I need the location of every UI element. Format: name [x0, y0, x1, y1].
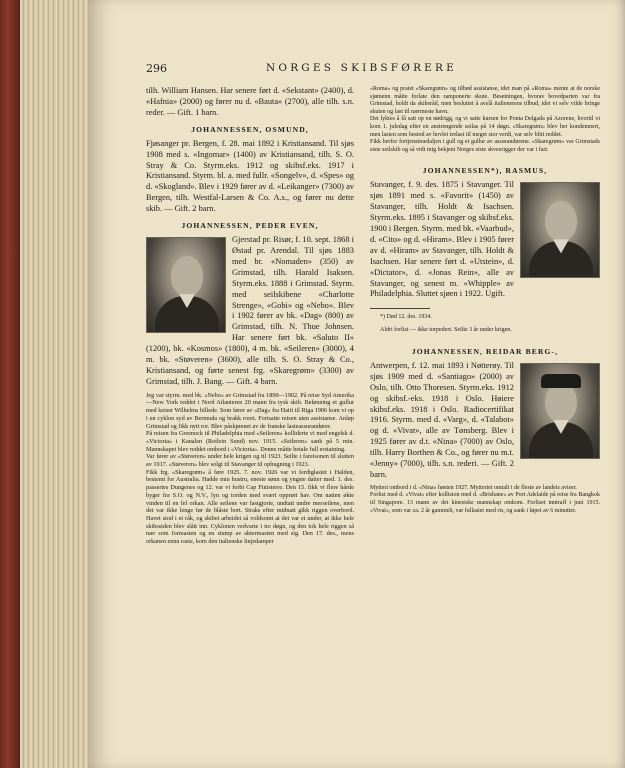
left-column: [146, 86, 354, 546]
entry-heading-osmund: JOHANNESSEN, OSMUND,: [191, 124, 309, 134]
anecdote-paragraph: Det lyktes å få satt op en nødrigg, og vi satte kursen for Ponta Delgada på Azorene, hvortil vi kom 1. juledag efter en anstrengende seilas på 14 døgn. «Skaregrøm» blev her kondemnert, men lasten som bestod av hovlet trelast til meget stor verdi, var selv blitt reddet.: [370, 116, 600, 138]
war-note: Aldri forlist — ikke torpedert. Seilte 3 år under krigen.: [380, 327, 512, 334]
anecdote-paragraph: Mytteri ombord i d. «Nina» høsten 1927. Mytteriet omtalt i de fleste av landets aviser.: [370, 484, 577, 491]
anecdote-paragraph: Fikk frg. «Skaregrøm» å føre 1925. 7. nov. 1926 var vi ferdiglastet i Halden, bestemt for Australia. Hadde min hustru, eneste sønn og yngste datter med. 1. des. passertes Dungenes og 12. var vi forbi Cap Finisterre. Den 15. fikk vi flere hårde byger fra S.O. og N.V., lyn og torden med svært opprørt hav. Om natten økte vinden til en fel orkan. Alle seilene var fastgjorte, undtatt undre merseilene, men det var ikke lenge før de blåste bort. Straks efter midnatt gikk riggen overbord. Havet stod i et råk, og skibet arbeidet så voldsomt at det var et under, at ikke hele skibssiden blev slått inn. Cyklonen vedvarte i tre døgn, og den tok hele riggen så nær som formasten og en stump av aktermasten med sig. Den 17. des., mens orkanen ennu raste, kom den italienske linjedamper: [146, 468, 354, 546]
entry-text-reidar: Antwerpen, f. 12. mai 1893 i Nøtterøy. Til sjøs 1909 med d. «Santiago» (2000) av Oslo, tilh. Otto Thoresen. Styrm.eks. 1912 og skibsf.-eks. 1918 i Oslo. Høiere skibsf.eks. 1918 i Oslo. Radiocertifikat 1916. Styrm. med d. «Varg», d. «Talabot» og d. «Vivat», alle av Tønsberg. Blev i 1925 fører av d.t. «Nina» (7000) av Oslo, tilh. Harry Borthen & Co., og fører nu m.t. «Jenny» (7000), tilh. s.n. rederi. — Gift. 2 barn.: [370, 360, 514, 479]
page-header: [146, 62, 603, 78]
entry-text-peder: Gjerstad pr. Risør, f. 10. sept. 1868 i Østad pr. Arendal. Til sjøs 1883 med br. «Nomaden» (350) av Grimstad, tilh. Harald Isaksen. Styrm.eks. 1888 i Grimstad. Styrm. med seilskibene «Charlotte Strenge», «Gobi» og «Nebo». Blev i 1902 fører av bk. «Dag» (800) av Grimstad, tilh. N. Thue Johnsen. Har senere ført bk. «Saluto II» (1200), bk. «Kosmos» (1800), 4 m. bk. «Seileren» (3000), 4 m. bk. «Støveren» (3600), alle tilh. S. O. Stray & Co., Kristiansand, og førte senest frg. «Skaregrøm» (3300) av Grimstad, tilh. J. Bang. — Gift. 4 barn.: [146, 235, 354, 386]
footnote-divider: [370, 308, 430, 309]
portrait-photo-reidar: [520, 363, 600, 459]
entry-continuation: tilh. William Hansen. Har senere ført d. «Sekstant» (2400), d. «Hafnia» (2000) og fører nu d. «Bauta» (2700), alle tilh. s.n. reder. — Gift. 1 barn.: [146, 86, 354, 117]
entry-heading-peder: JOHANNESSEN, PEDER EVEN,: [181, 221, 319, 231]
right-column: [370, 86, 600, 515]
book-page: [88, 0, 625, 768]
footnote: *) Død 12. des. 1934.: [380, 314, 432, 321]
anecdote-paragraph: Var fører av «Støveren» under hele krigen og til 1923. Seilte i fareisonen til slutten av 1917. «Støveren» blev solgt til Stavanger til opbugning i 1923.: [146, 453, 354, 469]
portrait-photo-peder: [146, 237, 226, 333]
page-number: 296: [146, 62, 167, 75]
running-title: NORGES SKIBSFØRERE: [266, 62, 458, 74]
entry-text-osmund: Fjøsanger pr. Bergen, f. 28. mai 1892 i Kristiansand. Til sjøs 1908 med s. «Ingomar» (1400) av Kristiansand, tilh. S. O. Stray & Co. Styrm.eks. 1912 og skibsf.eks. 1917 i Kristiansand. Styrm. bl. a. med fullr. «Songelv», d. «Spes» og d. «Skogland». Blev i 1929 fører av d. «Leikanger» (7300) av Bergen, tilh. Westfal-Larsen & Co. A.s., og fører nu dette skib. — Gift. 2 barn.: [146, 138, 354, 214]
entry-heading-reidar: JOHANNESSEN, REIDAR BERG-,: [411, 346, 559, 356]
anecdote-paragraph: Forlist med d. «Vivat» efter kollision med d. «Brisbane» av Port Adelaide på reise fra Bangkok til Singapore. 13 mann av det kinesiske mannskap omkom. Forliset inntraff i juni 1915. «Vivat», som var ca. 2 år gammelt, var fullastet med ris, og sank i løpet av 6 minutter.: [370, 492, 600, 514]
book-spine: [0, 0, 20, 768]
entry-heading-rasmus: JOHANNESSEN*), RASMUS,: [422, 166, 548, 176]
entry-text-rasmus: Stavanger, f. 9. des. 1875 i Stavanger. Til sjøs 1891 med s. «Favorit» (1450) av Stavanger, tilh. Holdt & Isachsen. Styrm.eks. 1895 i Stavanger og skibsf.eks. 1900 i Bergen. Styrm. med bk. «Vaarbud», d. «Cito» og d. «Hiram». Blev i 1905 fører av d. «Hiram» av Stavanger, tilh. Holdt & Isachsen. Har senere ført d. «Utstein», d. «Dictator», d. «Jonas Rein», alle av Stavanger, og senest m. «Whipple» av Philadelphia. Sluttet sjøen i 1922. Ugift.: [370, 180, 514, 299]
anecdote-paragraph: Jeg var styrm. med bk. «Nebo» av Grimstad fra 1890—1902. På reise Syd Amerika—New York reddet i Nord Atlanteren 20 mann fra tysk skib. Belønning et gullur med keiser Wilhelms billede. Som fører av «Dag» fra Haiti til Riga 1906 kom vi op i en cyklon syd av Bermuda og brakk roret. Fortsatte reisen uten assistanse. Anløp Grimstad og fikk nytt ror. Blev påskjønnet av de franske lasteassurandører.: [146, 391, 354, 430]
page-edges: [20, 0, 90, 768]
portrait-photo-rasmus: [520, 182, 600, 278]
anecdote-paragraph: Fikk herfor fortjenstmedaljen i gull og et gullur av assurandørene. «Skaregrøm» var Grimstads siste seilskib og så vidt mig bekjent Norges siste skveerigger der var i fart.: [370, 139, 600, 153]
anecdote-paragraph: «Roma» og praiet «Skaregrøm» og tilbød assistanse, idet man på «Roma» mente at de norske sjømenn måtte forlate den ramponerte skute. Besetningen, hvorav hovedparten var fra Grimstad, holdt da skibsråd, men besluttet å avslå italienerens tilbud, idet vi selv vilde bringe skuten og last til nærmeste havn.: [370, 86, 600, 115]
anecdote-paragraph: På reisen fra Greenock til Philadelphia med «Seileren» kolliderte vi med engelsk d. «Victoria» i Kanalen (Rotlein Sund) nov. 1915. «Seileren» sank på 5 min. Mannskapet blev reddet ombord i «Victoria». Denne måtte betale full erstatning.: [146, 430, 354, 453]
